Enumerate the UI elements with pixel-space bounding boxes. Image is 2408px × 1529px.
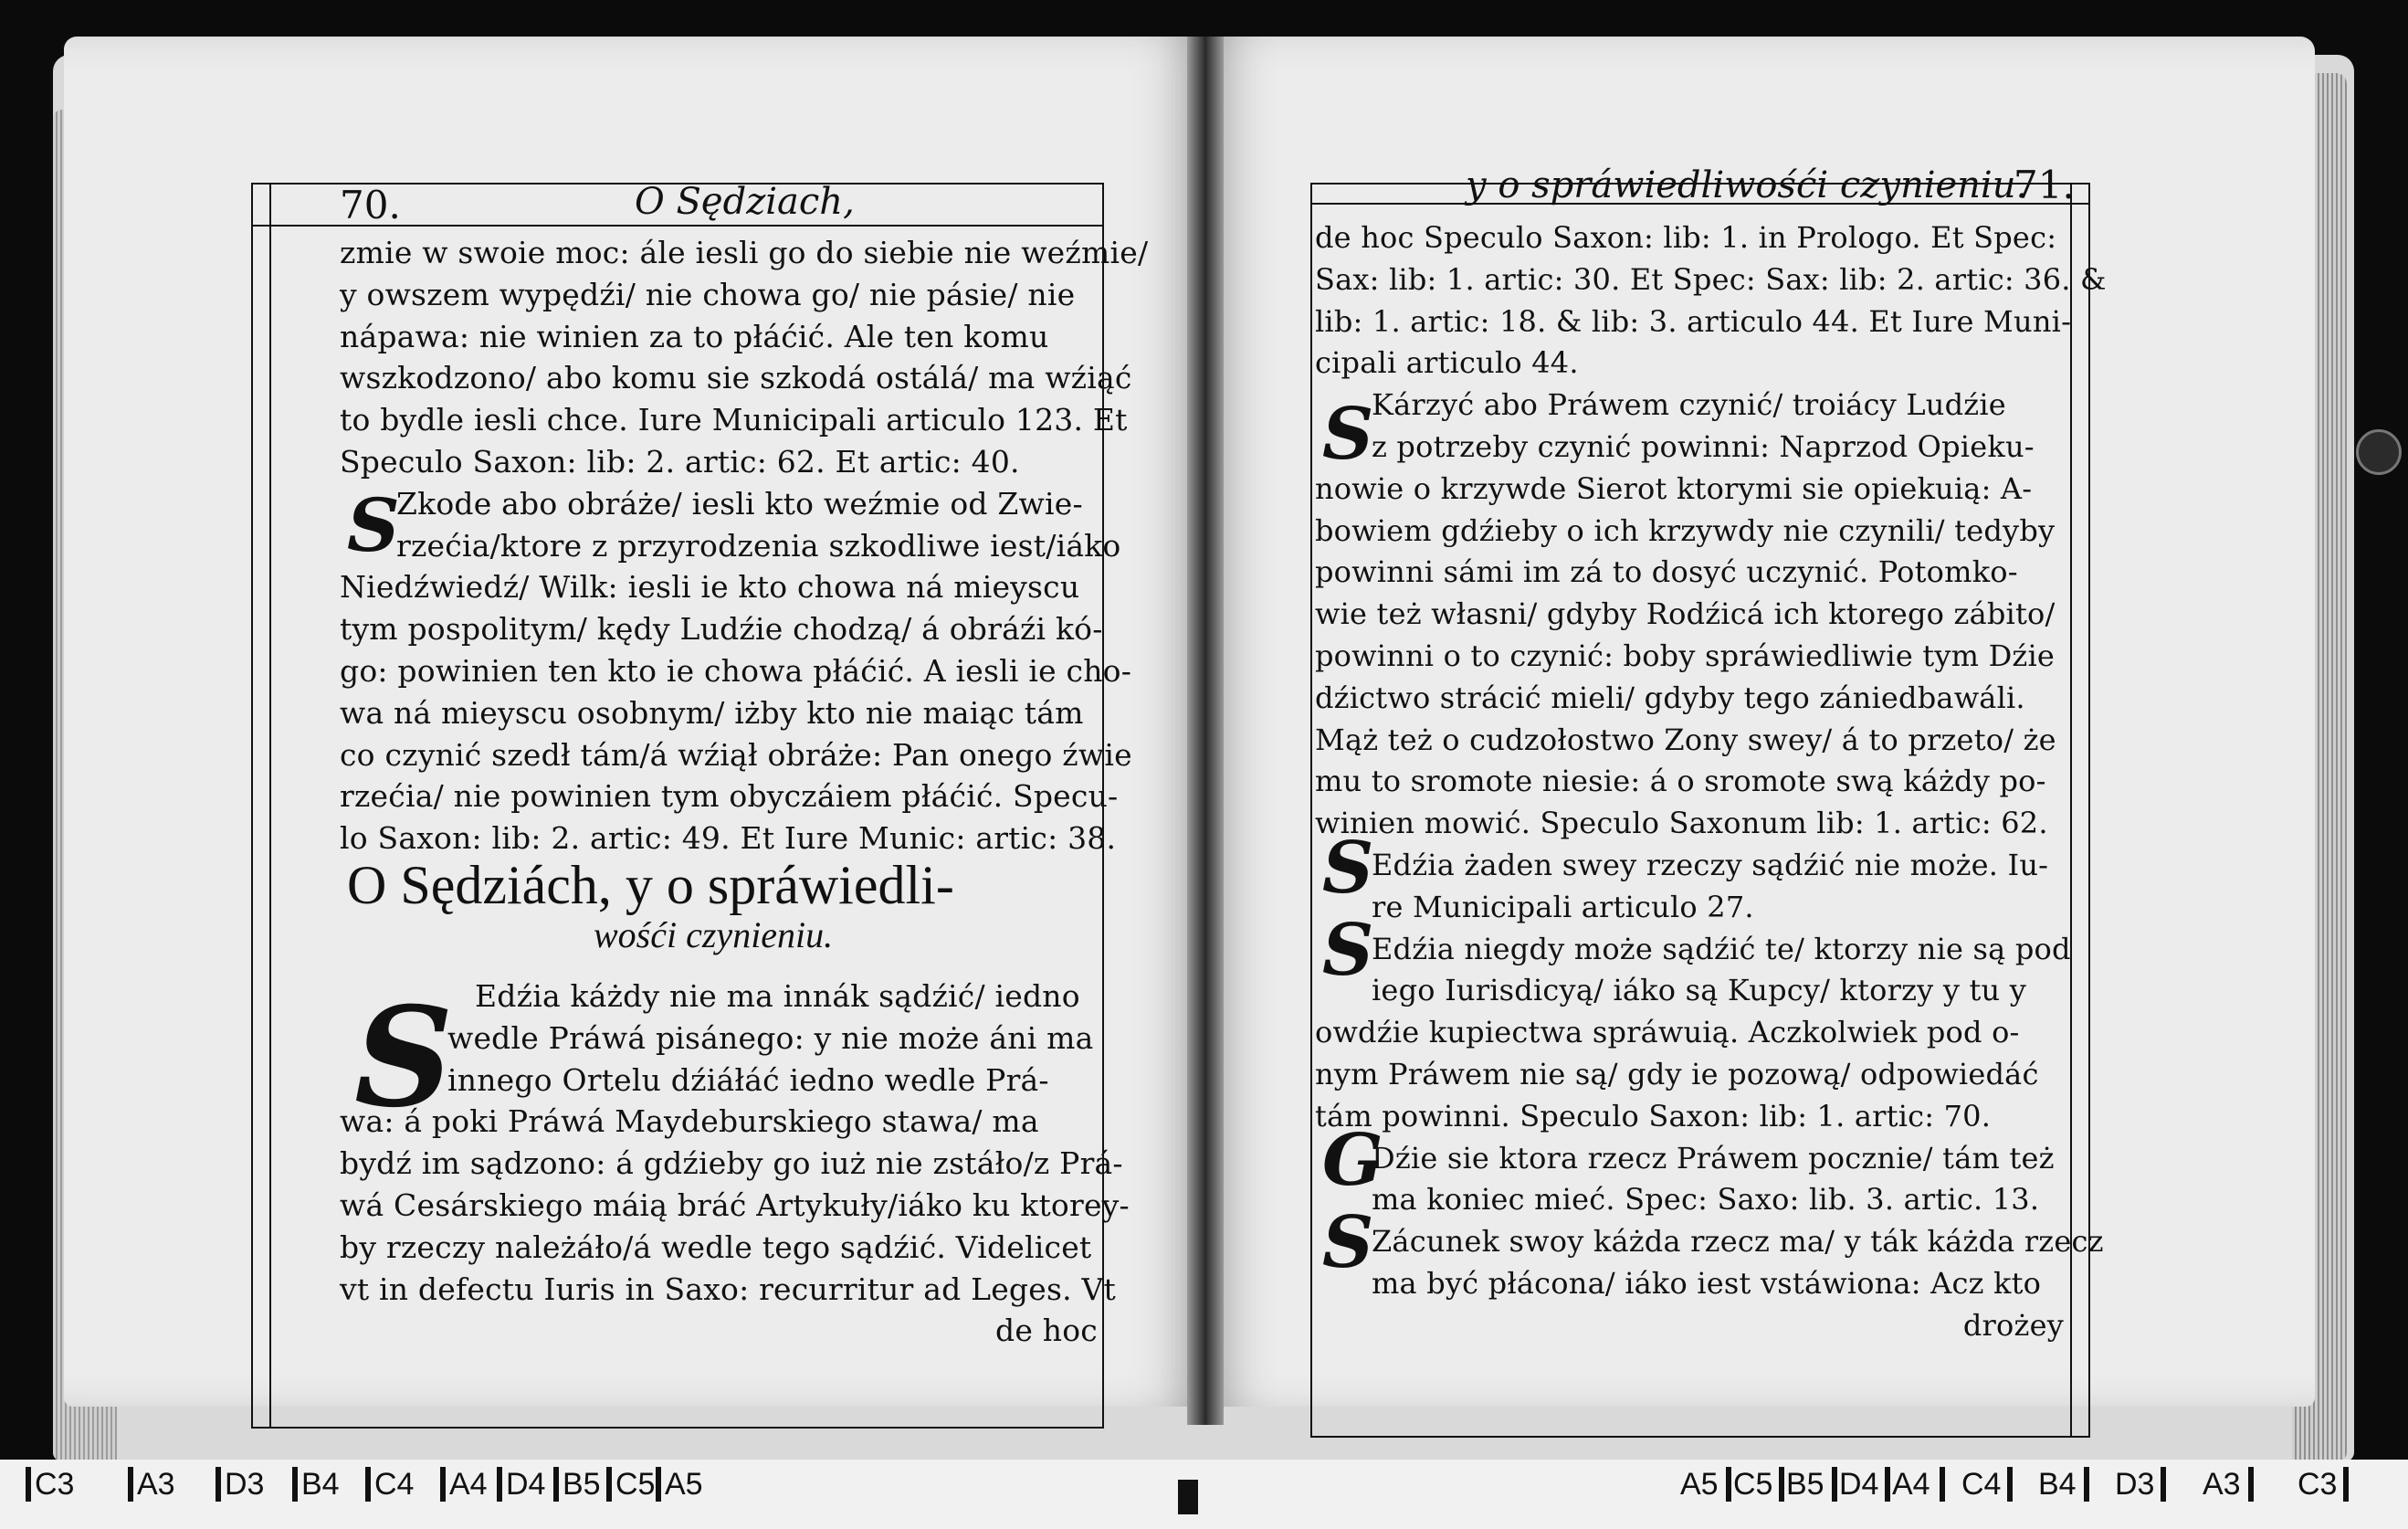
decorative-initial: S: [354, 977, 454, 1138]
strip-tick: [2248, 1467, 2254, 1502]
strip-tick: [2343, 1467, 2349, 1502]
scroll-handle-icon[interactable]: [2356, 429, 2402, 475]
frame-rule: [269, 185, 271, 1427]
strip-label: A5: [665, 1467, 703, 1502]
text-line: tym pospolitym/ kędy Ludźie chodzą/ á obráźi kó-: [340, 611, 1103, 648]
decorative-initial: S: [1322, 1201, 1374, 1284]
strip-label: A5: [1680, 1467, 1719, 1502]
text-line: vt in defectu Iuris in Saxo: recurritur ad Leges. Vt: [340, 1271, 1116, 1307]
running-head-right: y o spráwiedliwośći czynieniu.: [1466, 164, 2028, 206]
text-line: Dźie sie ktora rzecz Práwem pocznie/ tám też: [1372, 1140, 2055, 1176]
text-line: nowie o krzywde Sierot ktorymi sie opiekuią: A-: [1315, 470, 2033, 506]
left-text-bottom: [340, 975, 1130, 1352]
text-line: Zkode abo obráże/ iesli kto weźmie od Zwie-: [396, 485, 1083, 522]
strip-label: B5: [1786, 1467, 1824, 1502]
strip-label: A4: [1892, 1467, 1930, 1502]
chapter-subtitle: wośći czynieniu.: [594, 914, 834, 955]
strip-label: A3: [137, 1467, 175, 1502]
strip-label: D3: [225, 1467, 265, 1502]
strip-tick: [553, 1467, 559, 1502]
chapter-title: O Sędziách, y o spráwiedli-: [347, 855, 954, 915]
catchword-right: drożey: [1962, 1307, 2064, 1343]
text-line: cipali articulo 44.: [1315, 345, 1579, 381]
text-line: rzećia/ nie powinien tym obyczáiem płáćić. Specu-: [340, 778, 1119, 815]
text-line: lo Saxon: lib: 2. artic: 49. Et Iure Munic: artic: 38.: [340, 820, 1117, 857]
text-line: to bydle iesli chce. Iure Municipali articulo 123. Et: [340, 402, 1128, 438]
strip-label: D4: [506, 1467, 546, 1502]
strip-tick: [1885, 1467, 1890, 1502]
strip-label: A4: [449, 1467, 488, 1502]
text-line: ma koniec mieć. Spec: Saxo: lib. 3. artic. 13.: [1372, 1182, 2040, 1218]
text-line: dźictwo strácić mieli/ gdyby tego zániedbawáli.: [1315, 680, 2025, 715]
text-line: wszkodzono/ abo komu sie szkodá ostálá/ ma wźiąć: [340, 360, 1132, 396]
text-line: Mąż też o cudzołostwo Zony swey/ á to przeto/ że: [1315, 722, 2056, 757]
text-line: wa: á poki Práwá Maydeburskiego stawa/ ma: [340, 1103, 1039, 1140]
strip-label: C5: [615, 1467, 656, 1502]
text-line: wa ná mieyscu osobnym/ iżby kto nie maiąc tám: [340, 694, 1084, 731]
decorative-initial: S: [1322, 393, 1374, 476]
text-line: wedle Práwá pisánego: y nie może áni ma: [447, 1019, 1094, 1056]
strip-tick: [2161, 1467, 2166, 1502]
text-line: y owszem wypędźi/ nie chowa go/ nie pásie/ nie: [340, 276, 1076, 312]
strip-label: D3: [2115, 1467, 2155, 1502]
text-line: bydź im sądzono: á gdźieby go iuż nie zstáło/z Prá-: [340, 1145, 1123, 1182]
text-line: Edźia żaden swey rzeczy sądźić nie może. Iu-: [1372, 847, 2049, 882]
running-head-left: O Sędziach,: [635, 181, 855, 223]
strip-label: C3: [2298, 1467, 2338, 1502]
center-marker: [1178, 1480, 1198, 1514]
text-line: wie też własni/ gdyby Rodźicá ich ktorego zábito/: [1315, 596, 2056, 632]
text-line: re Municipali articulo 27.: [1372, 889, 1754, 924]
text-line: zmie w swoie moc: ále iesli go do siebie nie weźmie/: [340, 235, 1149, 270]
strip-tick: [26, 1467, 31, 1502]
page-number-right: 71.: [2014, 163, 2075, 207]
text-line: lib: 1. artic: 18. & lib: 3. articulo 44. Et Iure Muni-: [1315, 303, 2072, 339]
strip-tick: [606, 1467, 612, 1502]
strip-label: C3: [35, 1467, 75, 1502]
page-number-left: 70.: [340, 183, 401, 227]
strip-label: B4: [2038, 1467, 2077, 1502]
text-line: go: powinien ten kto ie chowa płáćić. A iesli ie cho-: [340, 652, 1132, 689]
strip-tick: [1779, 1467, 1784, 1502]
text-line: co czynić szedł tám/á wźiął obráże: Pan onego źwie: [340, 736, 1132, 773]
text-line: rzećia/ktore z przyrodzenia szkodliwe iest/iáko: [396, 527, 1121, 564]
catchword-left: de hoc: [995, 1313, 1098, 1349]
text-line: by rzeczy należáło/á wedle tego sądźić. Videlicet: [340, 1228, 1092, 1265]
strip-tick: [2007, 1467, 2013, 1502]
text-line: bowiem gdźieby o ich krzywdy nie czynili/ tedyby: [1315, 512, 2056, 548]
strip-tick: [1940, 1467, 1945, 1502]
left-text-top: [340, 232, 1149, 859]
strip-tick: [128, 1467, 133, 1502]
text-line: de hoc Speculo Saxon: lib: 1. in Prologo. Et Spec:: [1315, 220, 2057, 255]
strip-tick: [2084, 1467, 2089, 1502]
strip-label: C4: [374, 1467, 415, 1502]
text-line: Edźia niegdy może sądźić te/ ktorzy nie są pod: [1372, 931, 2071, 966]
decorative-initial: S: [347, 482, 400, 568]
text-line: powinni o to czynić: boby spráwiedliwie tym Dźie: [1315, 638, 2056, 673]
strip-tick: [292, 1467, 298, 1502]
strip-label: D4: [1839, 1467, 1879, 1502]
strip-tick: [656, 1467, 661, 1502]
text-line: wá Cesárskiego máią bráć Artykuły/iáko ku ktorey-: [340, 1186, 1130, 1223]
text-line: Kárzyć abo Práwem czynić/ troiácy Ludźie: [1372, 387, 2006, 423]
strip-label: C5: [1733, 1467, 1773, 1502]
right-text: [1315, 217, 2107, 1347]
strip-tick: [1726, 1467, 1731, 1502]
text-line: Edźia káżdy nie ma innák sądźić/ iedno: [475, 978, 1080, 1014]
strip-label: A3: [2203, 1467, 2241, 1502]
text-line: powinni sámi im zá to dosyć uczynić. Potomko-: [1315, 554, 2018, 590]
text-line: nápawa: nie winien za to płáćić. Ale ten komu: [340, 318, 1049, 354]
text-line: tám powinni. Speculo Saxon: lib: 1. artic: 70.: [1315, 1098, 1992, 1134]
text-line: Niedźwiedź/ Wilk: iesli ie kto chowa ná mieyscu: [340, 569, 1080, 606]
strip-tick: [1832, 1467, 1837, 1502]
text-line: z potrzeby czynić powinni: Naprzod Opieku-: [1372, 428, 2035, 464]
text-line: mu to sromote niesie: á o sromote swą káżdy po-: [1315, 764, 2046, 799]
text-line: iego Iurisdicyą/ iáko są Kupcy/ ktorzy y tu y: [1372, 973, 2026, 1008]
strip-label: B5: [563, 1467, 601, 1502]
decorative-initial: S: [1322, 827, 1374, 910]
decorative-initial: G: [1322, 1119, 1383, 1202]
strip-label: B4: [301, 1467, 340, 1502]
text-line: innego Ortelu dźiáłáć iedno wedle Prá-: [447, 1061, 1049, 1098]
text-line: Sax: lib: 1. artic: 30. Et Spec: Sax: lib: 2. artic: 36. &: [1315, 261, 2107, 297]
decorative-initial: S: [1322, 909, 1374, 992]
strip-label: C4: [1961, 1467, 2002, 1502]
strip-tick: [497, 1467, 502, 1502]
text-line: Zácunek swoy káżda rzecz ma/ y ták káżda rzecz: [1372, 1224, 2104, 1260]
book-gutter: [1187, 37, 1224, 1425]
strip-tick: [216, 1467, 221, 1502]
text-line: Speculo Saxon: lib: 2. artic: 62. Et artic: 40.: [340, 443, 1020, 480]
text-line: winien mowić. Speculo Saxonum lib: 1. artic: 62.: [1315, 806, 2048, 841]
text-line: owdźie kupiectwa spráwuią. Aczkolwiek pod o-: [1315, 1015, 2020, 1050]
text-line: nym Práwem nie są/ gdy ie pozową/ odpowiedáć: [1315, 1056, 2039, 1091]
text-line: ma być płácona/ iáko iest vstáwiona: Acz kto: [1372, 1265, 2042, 1301]
strip-tick: [440, 1467, 446, 1502]
strip-tick: [365, 1467, 371, 1502]
